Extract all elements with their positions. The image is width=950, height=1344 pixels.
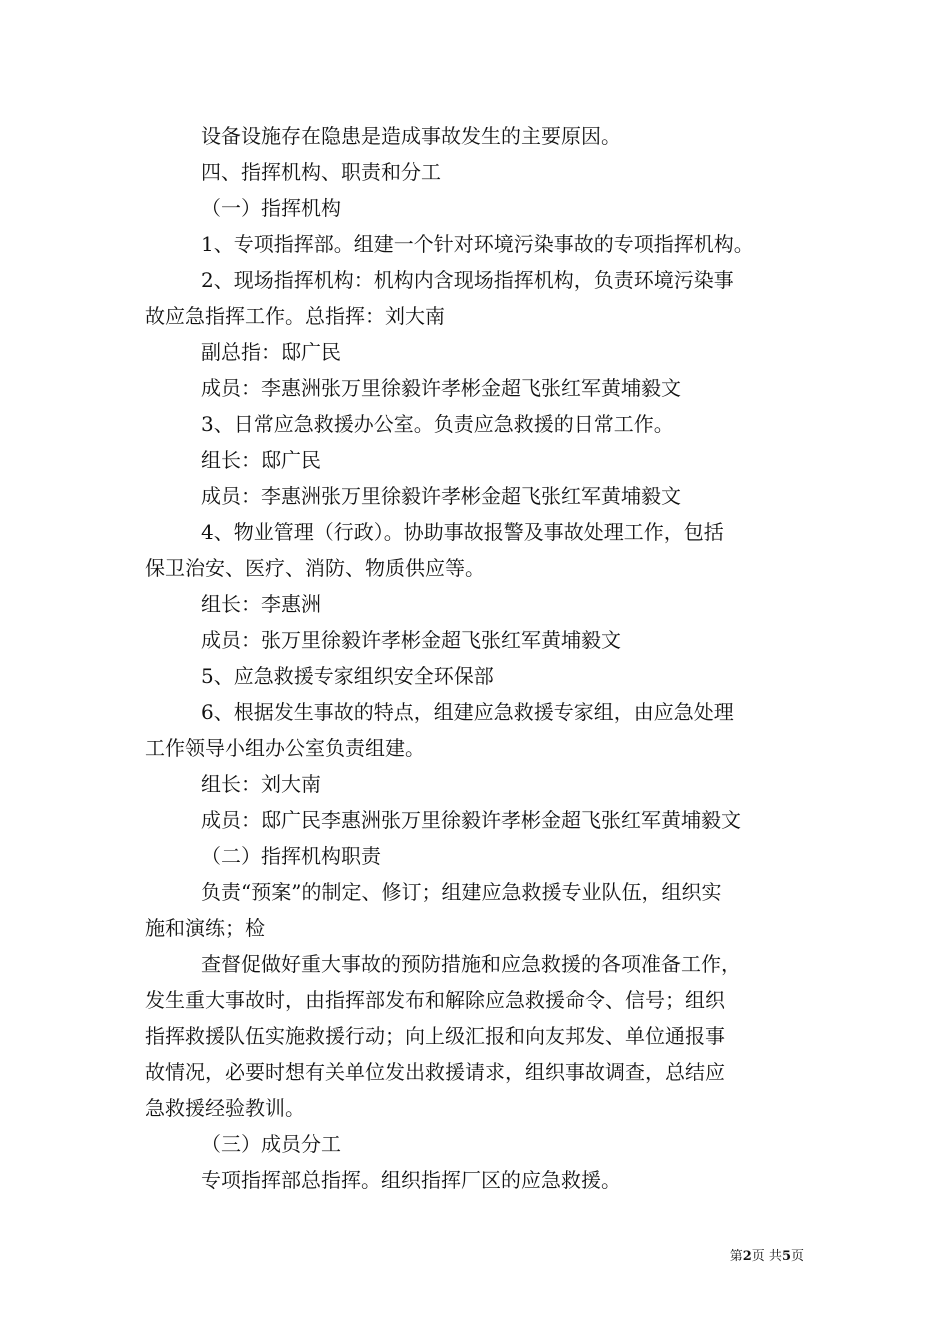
paragraph-line: 保卫治安、医疗、消防、物质供应等。	[145, 556, 485, 580]
footer-suffix: 页	[790, 1249, 804, 1264]
paragraph-line: 指挥救援队伍实施救援行动；向上级汇报和向友邦发、单位通报事	[145, 1024, 725, 1048]
current-page-number: 2	[742, 1249, 752, 1264]
paragraph-line: 4、物业管理（行政）。协助事故报警及事故处理工作，包括	[201, 520, 724, 544]
paragraph-line: 成员：李惠洲张万里徐毅许孝彬金超飞张红军黄埔毅文	[201, 376, 681, 400]
paragraph-line: 5、应急救援专家组织安全环保部	[201, 664, 494, 688]
footer-middle: 页 共	[751, 1249, 782, 1264]
paragraph-line: 成员：邸广民李惠洲张万里徐毅许孝彬金超飞张红军黄埔毅文	[201, 808, 741, 832]
paragraph-line: 急救援经验教训。	[145, 1096, 305, 1120]
paragraph-line: 设备设施存在隐患是造成事故发生的主要原因。	[201, 124, 621, 148]
paragraph-line: 查督促做好重大事故的预防措施和应急救援的各项准备工作，	[201, 952, 741, 976]
total-page-number: 5	[781, 1249, 791, 1264]
paragraph-line: 组长：李惠洲	[201, 592, 321, 616]
paragraph-line: 1、专项指挥部。组建一个针对环境污染事故的专项指挥机构。	[201, 232, 754, 256]
paragraph-line: 成员：张万里徐毅许孝彬金超飞张红军黄埔毅文	[201, 628, 621, 652]
document-body	[145, 118, 810, 1198]
footer-prefix: 第	[729, 1249, 743, 1264]
paragraph-line: 组长：邸广民	[201, 448, 321, 472]
paragraph-line: 2、现场指挥机构：机构内含现场指挥机构，负责环境污染事	[201, 268, 734, 292]
paragraph-line: 组长：刘大南	[201, 772, 321, 796]
section-heading: 四、指挥机构、职责和分工	[201, 160, 441, 184]
paragraph-line: 故情况，必要时想有关单位发出救援请求，组织事故调查，总结应	[145, 1060, 725, 1084]
paragraph-line: 6、根据发生事故的特点，组建应急救援专家组，由应急处理	[201, 700, 734, 724]
paragraph-line: 发生重大事故时，由指挥部发布和解除应急救援命令、信号；组织	[145, 988, 725, 1012]
paragraph-line: 成员：李惠洲张万里徐毅许孝彬金超飞张红军黄埔毅文	[201, 484, 681, 508]
paragraph-line: 副总指：邸广民	[201, 340, 341, 364]
subsection-heading: （二）指挥机构职责	[201, 844, 381, 868]
paragraph-line: 工作领导小组办公室负责组建。	[145, 736, 425, 760]
paragraph-line: 3、日常应急救援办公室。负责应急救援的日常工作。	[201, 412, 674, 436]
paragraph-line: 故应急指挥工作。总指挥：刘大南	[145, 304, 445, 328]
paragraph-line: 负责“预案”的制定、修订；组建应急救援专业队伍，组织实	[201, 880, 722, 904]
paragraph-line: 施和演练；检	[145, 916, 265, 940]
subsection-heading: （一）指挥机构	[201, 196, 341, 220]
page-number-footer	[730, 1248, 804, 1266]
subsection-heading: （三）成员分工	[201, 1132, 341, 1156]
paragraph-line: 专项指挥部总指挥。组织指挥厂区的应急救援。	[201, 1168, 621, 1192]
